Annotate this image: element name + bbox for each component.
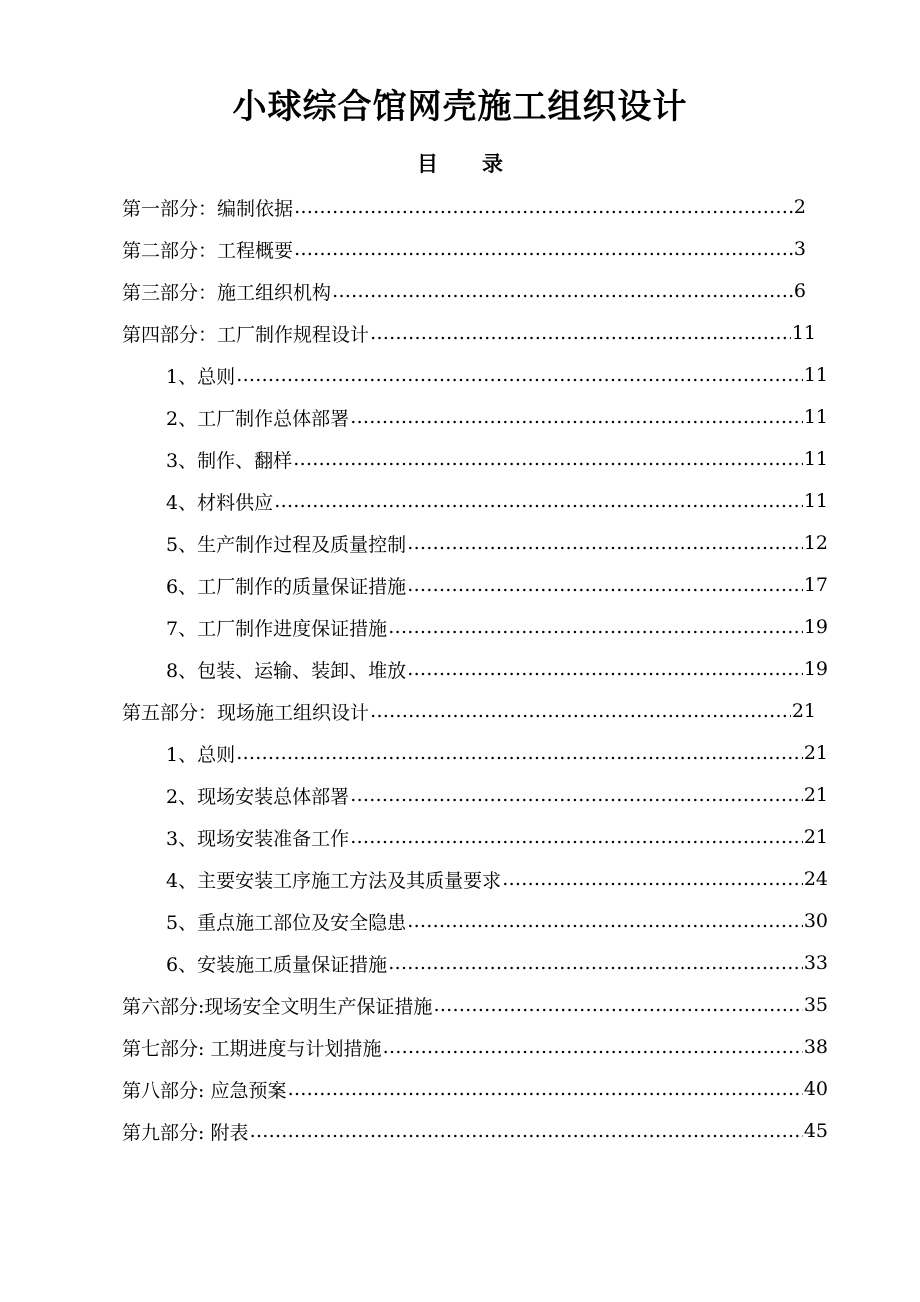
toc-entry-page-number: 40 [803,1078,828,1100]
toc-entry-label: 3、制作、翻样 [166,449,293,472]
toc-dot-leader [388,952,803,974]
toc-entry[interactable] [122,186,806,228]
toc-dot-leader [388,616,803,638]
toc-entry[interactable] [166,354,828,396]
toc-entry[interactable] [122,270,806,312]
toc-entry[interactable] [166,942,828,984]
toc-dot-leader [370,322,791,344]
toc-entry-label: 第七部分: 工期进度与计划措施 [122,1037,382,1060]
toc-entry-page-number: 17 [803,574,828,596]
toc-entry-label: 第九部分: 附表 [122,1121,249,1144]
toc-entry-page-number: 11 [803,364,828,386]
toc-entry-page-number: 21 [791,700,816,722]
toc-entry-label: 6、安装施工质量保证措施 [166,953,388,976]
toc-entry[interactable] [166,774,828,816]
toc-entry-label: 第五部分：现场施工组织设计 [122,701,370,724]
toc-dot-leader [294,238,793,260]
toc-entry-page-number: 12 [803,532,828,554]
toc-entry-label: 4、主要安装工序施工方法及其质量要求 [166,869,502,892]
toc-entry-label: 第六部分:现场安全文明生产保证措施 [122,995,433,1018]
toc-entry-page-number: 33 [803,952,828,974]
toc-entry[interactable] [166,396,828,438]
toc-entry-label: 第三部分：施工组织机构 [122,281,332,304]
toc-dot-leader [274,490,803,512]
toc-entry-label: 3、现场安装准备工作 [166,827,350,850]
toc-entry-page-number: 38 [803,1036,828,1058]
toc-entry-page-number: 21 [803,742,828,764]
toc-heading [0,148,920,180]
toc-entry-label: 4、材料供应 [166,491,274,514]
toc-entry[interactable] [122,312,816,354]
toc-dot-leader [382,1036,802,1058]
toc-entry[interactable] [166,648,828,690]
toc-entry-page-number: 21 [803,826,828,848]
toc-heading-char: 目 [417,151,438,176]
toc-entry-label: 第二部分：工程概要 [122,239,294,262]
toc-entry-page-number: 21 [803,784,828,806]
toc-dot-leader [293,448,803,470]
toc-entry[interactable] [122,1068,828,1110]
toc-entry-page-number: 3 [793,238,806,260]
toc-entry-label: 8、包装、运输、装卸、堆放 [166,659,407,682]
toc-heading-char: 录 [482,151,503,176]
toc-dot-leader [407,658,803,680]
toc-entry-label: 6、工厂制作的质量保证措施 [166,575,407,598]
toc-entry-label: 5、重点施工部位及安全隐患 [166,911,407,934]
toc-entry-page-number: 11 [803,490,828,512]
toc-dot-leader [407,574,803,596]
toc-entry-label: 2、工厂制作总体部署 [166,407,350,430]
toc-entry-page-number: 35 [803,994,828,1016]
toc-entry-page-number: 24 [803,868,828,890]
toc-dot-leader [249,1120,802,1142]
toc-entry-page-number: 6 [793,280,806,302]
toc-dot-leader [236,364,803,386]
toc-dot-leader [407,910,803,932]
toc-entry-label: 第一部分：编制依据 [122,197,294,220]
toc-entry-page-number: 19 [803,658,828,680]
toc-entry[interactable] [166,438,828,480]
toc-entry-page-number: 30 [803,910,828,932]
toc-entry[interactable] [166,564,828,606]
toc-entry-label: 2、现场安装总体部署 [166,785,350,808]
toc-entry[interactable] [166,606,828,648]
toc-dot-leader [407,532,803,554]
toc-dot-leader [294,196,793,218]
toc-entry-label: 1、总则 [166,365,236,388]
toc-dot-leader [332,280,793,302]
toc-entry[interactable] [166,732,828,774]
toc-entry-page-number: 2 [793,196,806,218]
document-title: 小球综合馆网壳施工组织设计 [232,87,688,127]
toc-entry[interactable] [166,900,828,942]
toc-dot-leader [236,742,803,764]
toc-dot-leader [350,826,803,848]
toc-entry-page-number: 11 [803,406,828,428]
toc-dot-leader [370,700,791,722]
toc-entry-label: 5、生产制作过程及质量控制 [166,533,407,556]
toc-entry-label: 第八部分: 应急预案 [122,1079,287,1102]
toc-entry[interactable] [166,480,828,522]
toc-entry[interactable] [166,522,828,564]
toc-entry[interactable] [122,1110,828,1152]
toc-entry[interactable] [122,984,828,1026]
toc-entry-page-number: 45 [803,1120,828,1142]
toc-dot-leader [350,784,803,806]
toc-entry-page-number: 11 [791,322,816,344]
toc-dot-leader [287,1078,802,1100]
toc-entry-label: 第四部分：工厂制作规程设计 [122,323,370,346]
toc-dot-leader [502,868,803,890]
toc-entry[interactable] [166,858,828,900]
toc-dot-leader [350,406,803,428]
toc-entry-page-number: 11 [803,448,828,470]
toc-entry-page-number: 19 [803,616,828,638]
toc-entry-label: 7、工厂制作进度保证措施 [166,617,388,640]
toc-entry[interactable] [122,1026,828,1068]
toc-entry[interactable] [122,228,806,270]
toc-entry-label: 1、总则 [166,743,236,766]
toc-entry[interactable] [166,816,828,858]
toc-dot-leader [433,994,802,1016]
toc-entry[interactable] [122,690,816,732]
